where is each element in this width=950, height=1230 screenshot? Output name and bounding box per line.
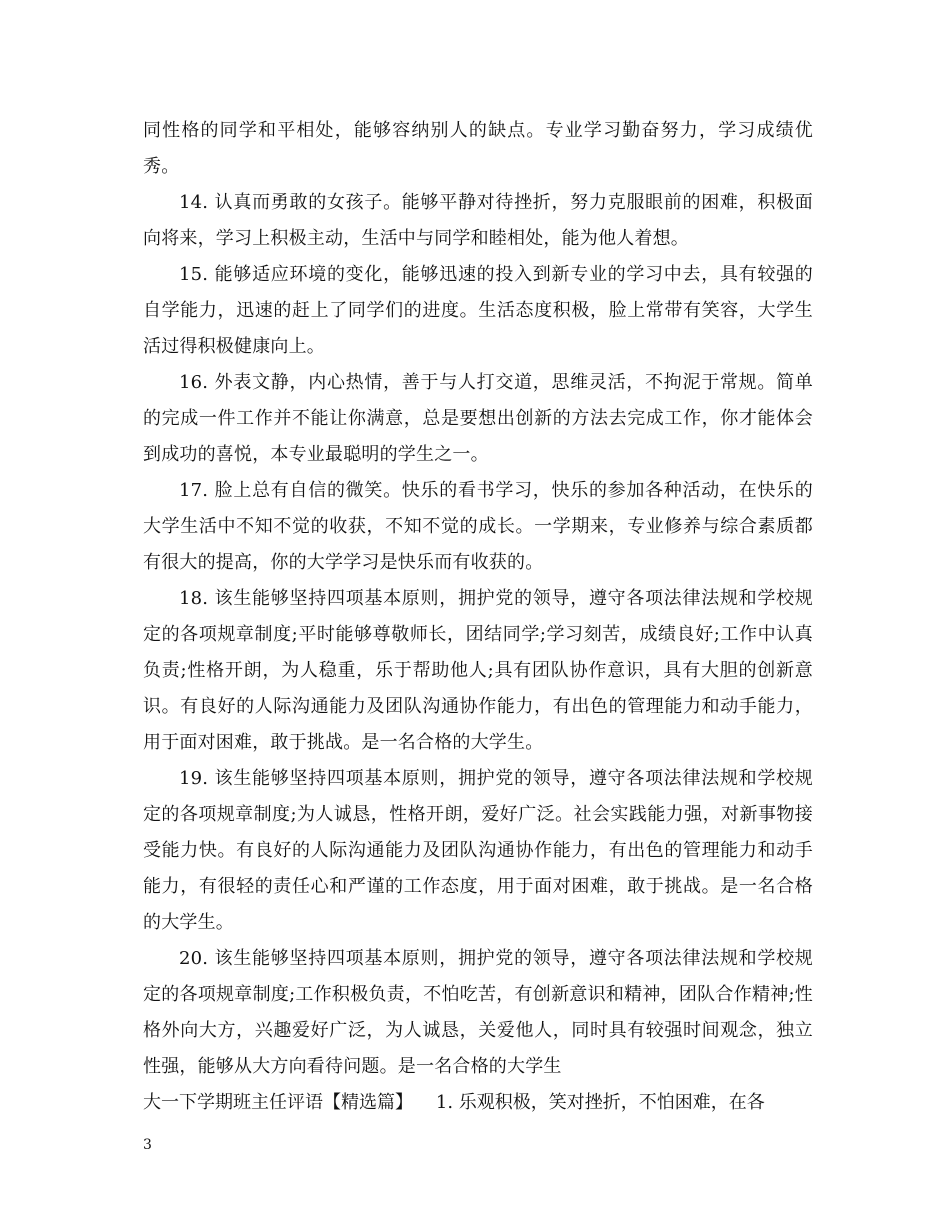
paragraph-item-19: 19. 该生能够坚持四项基本原则，拥护党的领导，遵守各项法律法规和学校规定的各项规章制度;为人诚恳，性格开朗，爱好广泛。社会实践能力强，对新事物接受能力快。有良好的人际沟通能力及团队沟通协作能力，有出色的管理能力和动手能力，有很轻的责任心和严谨的工作态度，用于面对困难，敢于挑战。是一名合格的大学生。 — [143, 768, 813, 933]
paragraph-item-15: 15. 能够适应环境的变化，能够迅速的投入到新专业的学习中去，具有较强的自学能力，迅速的赶上了同学们的进度。生活态度积极，脸上常带有笑容，大学生活过得积极健康向上。 — [143, 264, 813, 357]
section-heading-line: 大一下学期班主任评语【精选篇】 1. 乐观积极，笑对挫折，不怕困难，在各 — [143, 1092, 765, 1113]
page-number: 3 — [143, 1137, 152, 1153]
paragraph-item-17: 17. 脸上总有自信的微笑。快乐的看书学习，快乐的参加各种活动，在快乐的大学生活中不知不觉的收获，不知不觉的成长。一学期来，专业修养与综合素质都有很大的提高，你的大学学习是快乐而有收获的。 — [143, 480, 813, 573]
paragraph-item-20: 20. 该生能够坚持四项基本原则，拥护党的领导，遵守各项法律法规和学校规定的各项规章制度;工作积极负责，不怕吃苦，有创新意识和精神，团队合作精神;性格外向大方，兴趣爱好广泛，为人诚恳，关爱他人，同时具有较强时间观念，独立性强，能够从大方向看待问题。是一名合格的大学生 — [143, 948, 813, 1077]
paragraph-item-18: 18. 该生能够坚持四项基本原则，拥护党的领导，遵守各项法律法规和学校规定的各项规章制度;平时能够尊敬师长，团结同学;学习刻苦，成绩良好;工作中认真负责;性格开朗，为人稳重，乐于帮助他人;具有团队协作意识，具有大胆的创新意识。有良好的人际沟通能力及团队沟通协作能力，有出色的管理能力和动手能力，用于面对困难，敢于挑战。是一名合格的大学生。 — [143, 588, 813, 753]
paragraph: 同性格的同学和平相处，能够容纳别人的缺点。专业学习勤奋努力，学习成绩优秀。 — [143, 120, 813, 177]
paragraph-item-14: 14. 认真而勇敢的女孩子。能够平静对待挫折，努力克服眼前的困难，积极面向将来，学习上积极主动，生活中与同学和睦相处，能为他人着想。 — [143, 192, 813, 249]
paragraph-item-16: 16. 外表文静，内心热情，善于与人打交道，思维灵活，不拘泥于常规。简单的完成一件工作并不能让你满意，总是要想出创新的方法去完成工作，你才能体会到成功的喜悦，本专业最聪明的学生之一。 — [143, 372, 813, 465]
document-body — [143, 113, 813, 1121]
